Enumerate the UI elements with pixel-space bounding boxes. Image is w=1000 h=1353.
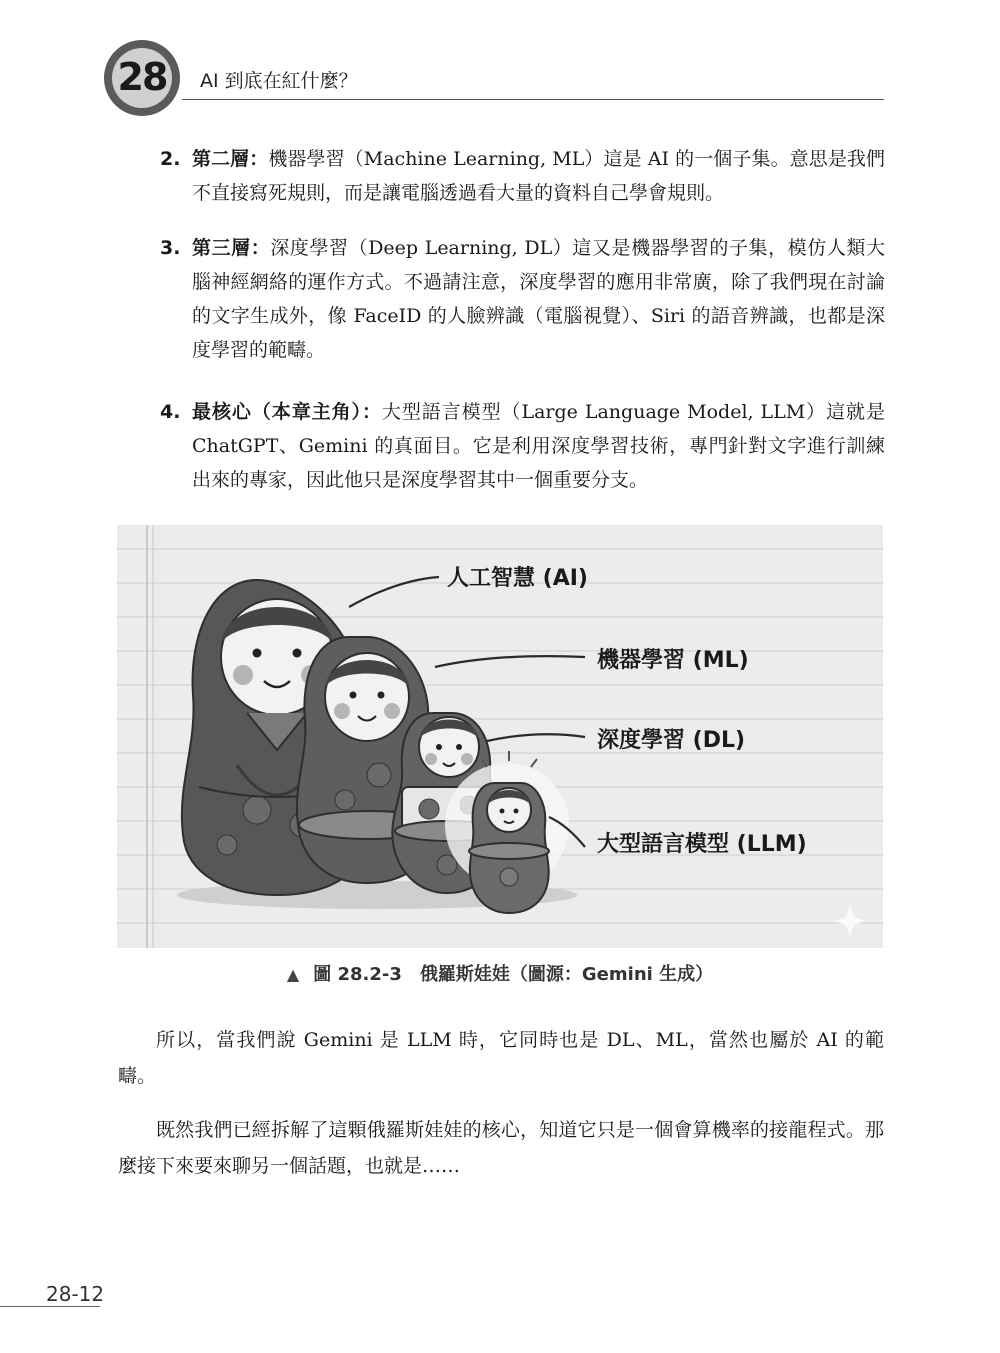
paragraph: 既然我們已經拆解了這顆俄羅斯娃娃的核心，知道它只是一個會算機率的接龍程式。那麼接下來要來聊另一個話題，也就是…… (118, 1119, 884, 1177)
list-item-3 (160, 231, 885, 367)
list-number: 3. (160, 237, 181, 259)
caption-number: 圖 28.2-3 (313, 964, 402, 985)
figure-caption (0, 960, 1000, 986)
list-item-4 (160, 395, 885, 497)
label-llm: 大型語言模型 (LLM) (597, 832, 807, 857)
chapter-badge (104, 40, 180, 116)
list-item-2 (160, 142, 885, 210)
nesting-dolls-illustration (117, 525, 883, 948)
paragraph: 所以，當我們說 Gemini 是 LLM 時，它同時也是 DL、ML，當然也屬於 AI 的範疇。 (118, 1029, 884, 1087)
list-number: 4. (160, 401, 181, 423)
list-text: 機器學習（Machine Learning, ML）這是 AI 的一個子集。意思是我們不直接寫死規則，而是讓電腦透過看大量的資料自己學會規則。 (192, 148, 885, 204)
figure-nesting-dolls (117, 525, 883, 948)
label-ml: 機器學習 (ML) (597, 648, 749, 673)
list-heading: 第三層： (192, 237, 271, 259)
triangle-icon: ▲ (286, 965, 300, 984)
list-heading: 第二層： (192, 148, 269, 170)
list-text: 深度學習（Deep Learning, DL）這又是機器學習的子集，模仿人類大腦神經網絡的運作方式。不過請注意，深度學習的應用非常廣，除了我們現在討論的文字生成外，像 FaceID 的人臉辨識（電腦視覺）、Siri 的語音辨識，也都是深度學習的範疇。 (192, 237, 885, 361)
page-number: 28-12 (46, 1282, 105, 1306)
list-number: 2. (160, 148, 181, 170)
label-dl: 深度學習 (DL) (597, 728, 746, 753)
label-ai: 人工智慧 (AI) (447, 566, 588, 591)
list-text: 大型語言模型（Large Language Model, LLM）這就是 ChatGPT、Gemini 的真面目。它是利用深度學習技術，專門針對文字進行訓練出來的專家，因此他只是深度學習其中一個重要分支。 (192, 401, 885, 491)
caption-text: 俄羅斯娃娃（圖源：Gemini 生成） (419, 964, 714, 985)
chapter-number: 28 (117, 55, 167, 99)
sparkle-icon (834, 905, 866, 937)
chapter-title: AI 到底在紅什麼？ (200, 70, 358, 92)
list-heading: 最核心（本章主角）： (192, 401, 382, 423)
header-divider (182, 99, 884, 100)
footer-divider (0, 1306, 100, 1307)
